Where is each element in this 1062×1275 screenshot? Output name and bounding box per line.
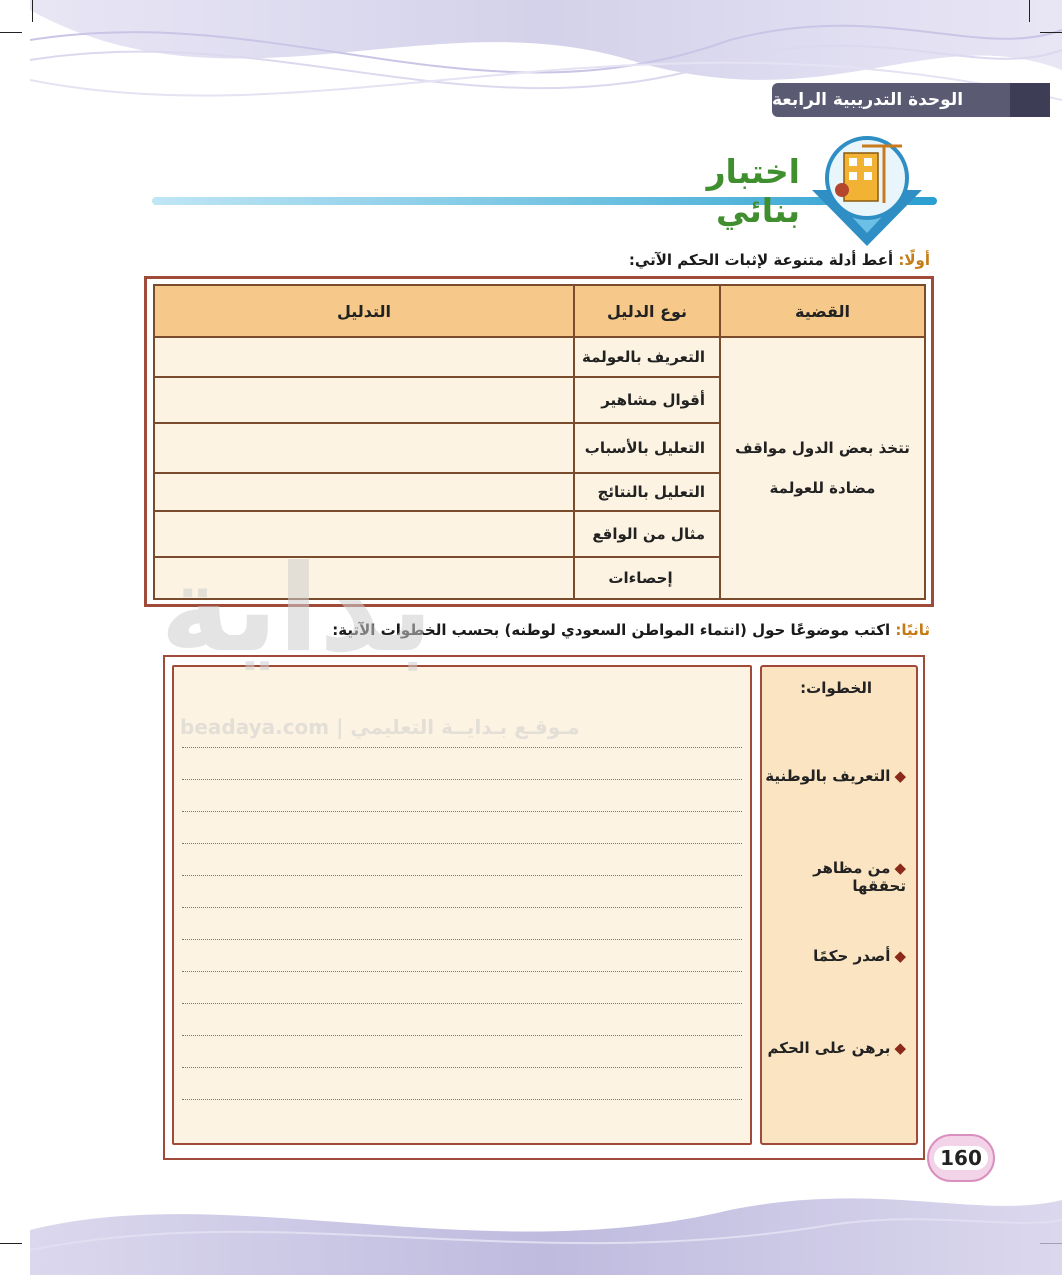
writing-line[interactable]	[182, 843, 742, 844]
part2-instruction: اكتب موضوعًا حول (انتماء المواطن السعودي لوطنه) بحسب الخطوات الآتية:	[332, 621, 891, 639]
writing-line[interactable]	[182, 779, 742, 780]
crop-mark	[0, 32, 22, 33]
evidence-type-cell: التعليل بالنتائج	[574, 473, 720, 511]
writing-line[interactable]	[182, 971, 742, 972]
reasoning-input-cell[interactable]	[154, 377, 574, 423]
reasoning-input-cell[interactable]	[154, 473, 574, 511]
writing-line[interactable]	[182, 939, 742, 940]
unit-label: الوحدة التدريبية الرابعة	[772, 90, 964, 110]
watermark-site: beadaya.com | مـوقـع بـدايــة التعليمي	[180, 715, 580, 739]
page-number-badge	[927, 1134, 995, 1182]
evidence-type-cell: إحصاءات	[574, 557, 720, 599]
unit-tab-accent	[1010, 83, 1050, 117]
steps-panel	[760, 665, 918, 1145]
column-header-evidence-type: نوع الدليل	[574, 285, 720, 337]
watermark-logo: بداية	[160, 540, 434, 679]
diamond-bullet-icon: ◆	[894, 859, 906, 877]
building-icon	[792, 128, 942, 246]
evidence-type-cell: مثال من الواقع	[574, 511, 720, 557]
step-item: ◆برهن على الحكم	[767, 1039, 906, 1057]
part1-instruction: أعط أدلة متنوعة لإثبات الحكم الآتي:	[628, 251, 894, 269]
step-item: ◆أصدر حكمًا	[813, 947, 906, 965]
writing-line[interactable]	[182, 1035, 742, 1036]
crop-mark	[32, 0, 33, 22]
evidence-type-cell: التعليل بالأسباب	[574, 423, 720, 473]
unit-tab	[772, 83, 1050, 117]
diamond-bullet-icon: ◆	[894, 947, 906, 965]
part1-heading	[610, 251, 930, 269]
steps-title: الخطوات:	[800, 679, 872, 697]
step-item: ◆من مظاهر تحققها	[813, 859, 906, 895]
writing-line[interactable]	[182, 747, 742, 748]
diamond-bullet-icon: ◆	[894, 767, 906, 785]
writing-line[interactable]	[182, 875, 742, 876]
issue-cell	[720, 337, 925, 599]
page-title: اختبار بنائي	[706, 152, 800, 230]
page-number: 160	[934, 1146, 988, 1170]
writing-line[interactable]	[182, 1067, 742, 1068]
step-item: ◆التعريف بالوطنية	[765, 767, 906, 785]
footer-waves-decoration	[30, 1180, 1062, 1275]
diamond-bullet-icon: ◆	[894, 1039, 906, 1057]
column-header-issue: القضية	[720, 285, 925, 337]
part1-label: أولًا:	[898, 251, 930, 269]
evidence-type-cell: التعريف بالعولمة	[574, 337, 720, 377]
reasoning-input-cell[interactable]	[154, 337, 574, 377]
crop-mark	[1040, 32, 1062, 33]
crop-mark	[0, 1243, 22, 1244]
part2-label: ثانيًا:	[895, 621, 930, 639]
writing-line[interactable]	[182, 811, 742, 812]
evidence-type-cell: أقوال مشاهير	[574, 377, 720, 423]
issue-line: مضادة للعولمة	[769, 479, 876, 497]
reasoning-input-cell[interactable]	[154, 423, 574, 473]
writing-line[interactable]	[182, 1099, 742, 1100]
writing-line[interactable]	[182, 907, 742, 908]
issue-line: تتخذ بعض الدول مواقف	[735, 439, 910, 457]
crop-mark	[1029, 0, 1030, 22]
writing-line[interactable]	[182, 1003, 742, 1004]
column-header-reasoning: التدليل	[154, 285, 574, 337]
